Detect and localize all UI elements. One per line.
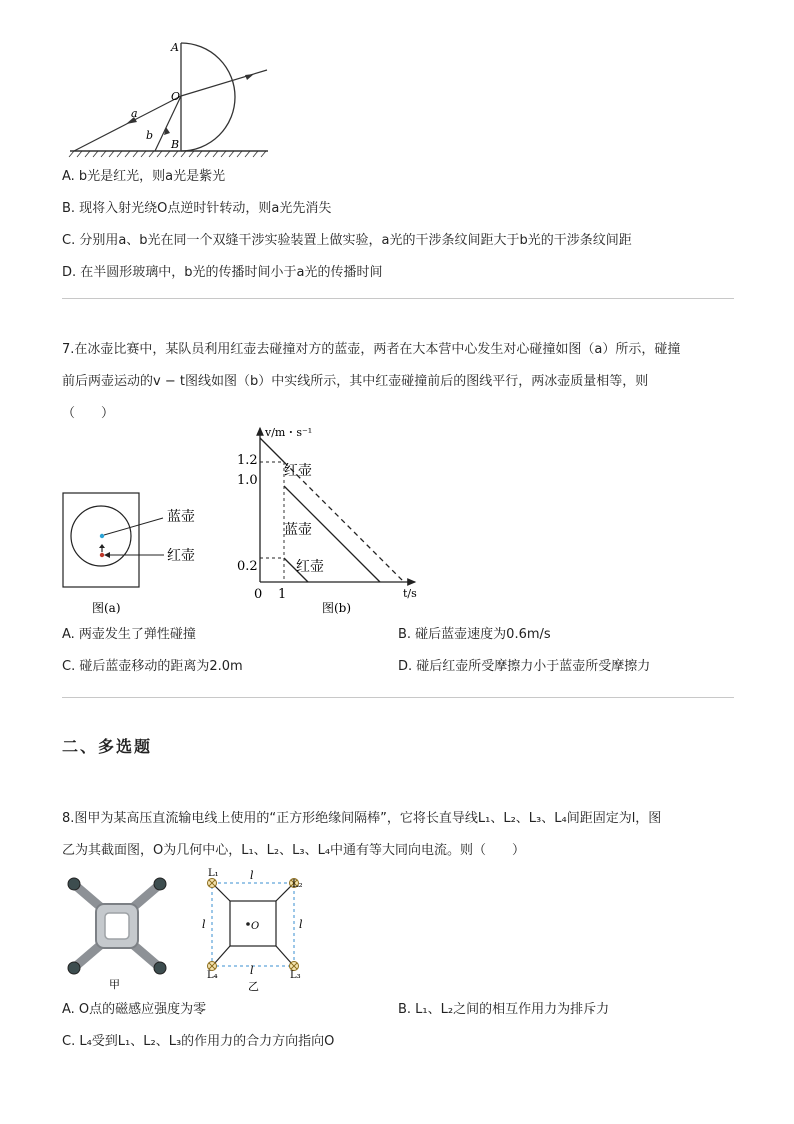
q7-option-d[interactable]: D. 碰后红壶所受摩擦力小于蓝壶所受摩擦力 <box>398 659 651 674</box>
label-blue-curling-stone: 蓝壶 <box>167 509 195 525</box>
label-L4: L₄ <box>207 970 218 981</box>
q7-option-a[interactable]: A. 两壶发生了弹性碰撞 <box>62 627 196 642</box>
label-L1: L₁ <box>208 868 219 879</box>
q6-option-c[interactable]: C. 分别用a、b光在同一个双缝干涉实验装置上做实验，a光的干涉条纹间距大于b光的干涉条纹间距 <box>62 233 632 248</box>
q8-stem-line1: 8.图甲为某高压直流输电线上使用的“正方形绝缘间隔棒”，它将长直导线L₁、L₂、L₃、L₄间距固定为l，图 <box>62 811 662 826</box>
section-title: 二、多选题 <box>62 737 153 756</box>
y-tick-0-2: 0.2 <box>237 559 258 574</box>
label-b: b <box>146 129 154 142</box>
y-axis-label: v/m・s⁻¹ <box>265 426 313 439</box>
q7-stem-line2: 前后两壶运动的v − t图线如图（b）中实线所示，其中红壶碰撞前后的图线平行，两冰壶质量相等，则 <box>62 374 649 389</box>
q6-refraction-figure <box>60 38 280 160</box>
side-label-right: l <box>299 918 303 931</box>
q8-stem-line2: 乙为其截面图，O为几何中心，L₁、L₂、L₃、L₄中通有等大同向电流。则（ ） <box>62 843 526 858</box>
x-tick-0: 0 <box>254 587 263 602</box>
q7-option-b[interactable]: B. 碰后蓝壶速度为0.6m/s <box>398 627 551 642</box>
vt-series-line-0 <box>260 438 284 462</box>
q8-figure-jia-spacer-photo <box>62 870 172 992</box>
q7-figure-a <box>60 490 220 620</box>
label-red-curling-stone: 红壶 <box>167 548 195 564</box>
q8-option-a[interactable]: A. O点的磁感应强度为零 <box>62 1002 207 1017</box>
y-tick-1-2: 1.2 <box>237 453 258 468</box>
label-O: O <box>171 90 181 103</box>
q7-stem-line1: 7.在冰壶比赛中，某队员利用红壶去碰撞对方的蓝壶，两者在大本营中心发生对心碰撞如图（a）所示，碰撞 <box>62 342 681 357</box>
y-tick-1-0: 1.0 <box>237 473 258 488</box>
q6-option-b[interactable]: B. 现将入射光绕O点逆时针转动，则a光先消失 <box>62 201 332 216</box>
label-red-after: 红壶 <box>296 559 324 575</box>
side-label-top: l <box>250 869 254 882</box>
q6-option-a[interactable]: A. b光是红光，则a光是紫光 <box>62 169 226 184</box>
label-B: B <box>171 138 180 151</box>
label-red-before: 红壶 <box>284 463 312 479</box>
figure-jia-caption: 甲 <box>109 978 120 991</box>
x-tick-1: 1 <box>278 587 287 602</box>
q7-option-c[interactable]: C. 碰后蓝壶移动的距离为2.0m <box>62 659 243 674</box>
label-L2: L₂ <box>292 879 303 890</box>
label-L3: L₃ <box>290 970 301 981</box>
label-a: a <box>131 107 138 120</box>
q7-figure-b-vt-graph <box>232 420 432 620</box>
q8-stem <box>62 803 734 867</box>
label-A: A <box>171 41 179 54</box>
q8-option-c[interactable]: C. L₄受到L₁、L₂、L₃的作用力的合力方向指向O <box>62 1034 335 1049</box>
q7-stem <box>62 334 734 430</box>
label-center-O: O <box>251 921 260 932</box>
side-label-left: l <box>202 918 206 931</box>
q8-figure-yi-cross-section <box>196 866 312 992</box>
figure-yi-caption: 乙 <box>248 980 259 992</box>
figure-b-caption: 图(b) <box>322 601 352 615</box>
side-label-bottom: l <box>250 964 254 977</box>
figure-a-caption: 图(a) <box>92 601 121 615</box>
q8-option-b[interactable]: B. L₁、L₂之间的相互作用力为排斥力 <box>398 1002 610 1017</box>
x-axis-label: t/s <box>403 587 417 600</box>
label-blue-after: 蓝壶 <box>284 522 312 538</box>
divider <box>62 697 734 698</box>
q6-option-d[interactable]: D. 在半圆形玻璃中，b光的传播时间小于a光的传播时间 <box>62 265 383 280</box>
q7-stem-line3: （ ） <box>62 406 115 421</box>
divider <box>62 298 734 299</box>
